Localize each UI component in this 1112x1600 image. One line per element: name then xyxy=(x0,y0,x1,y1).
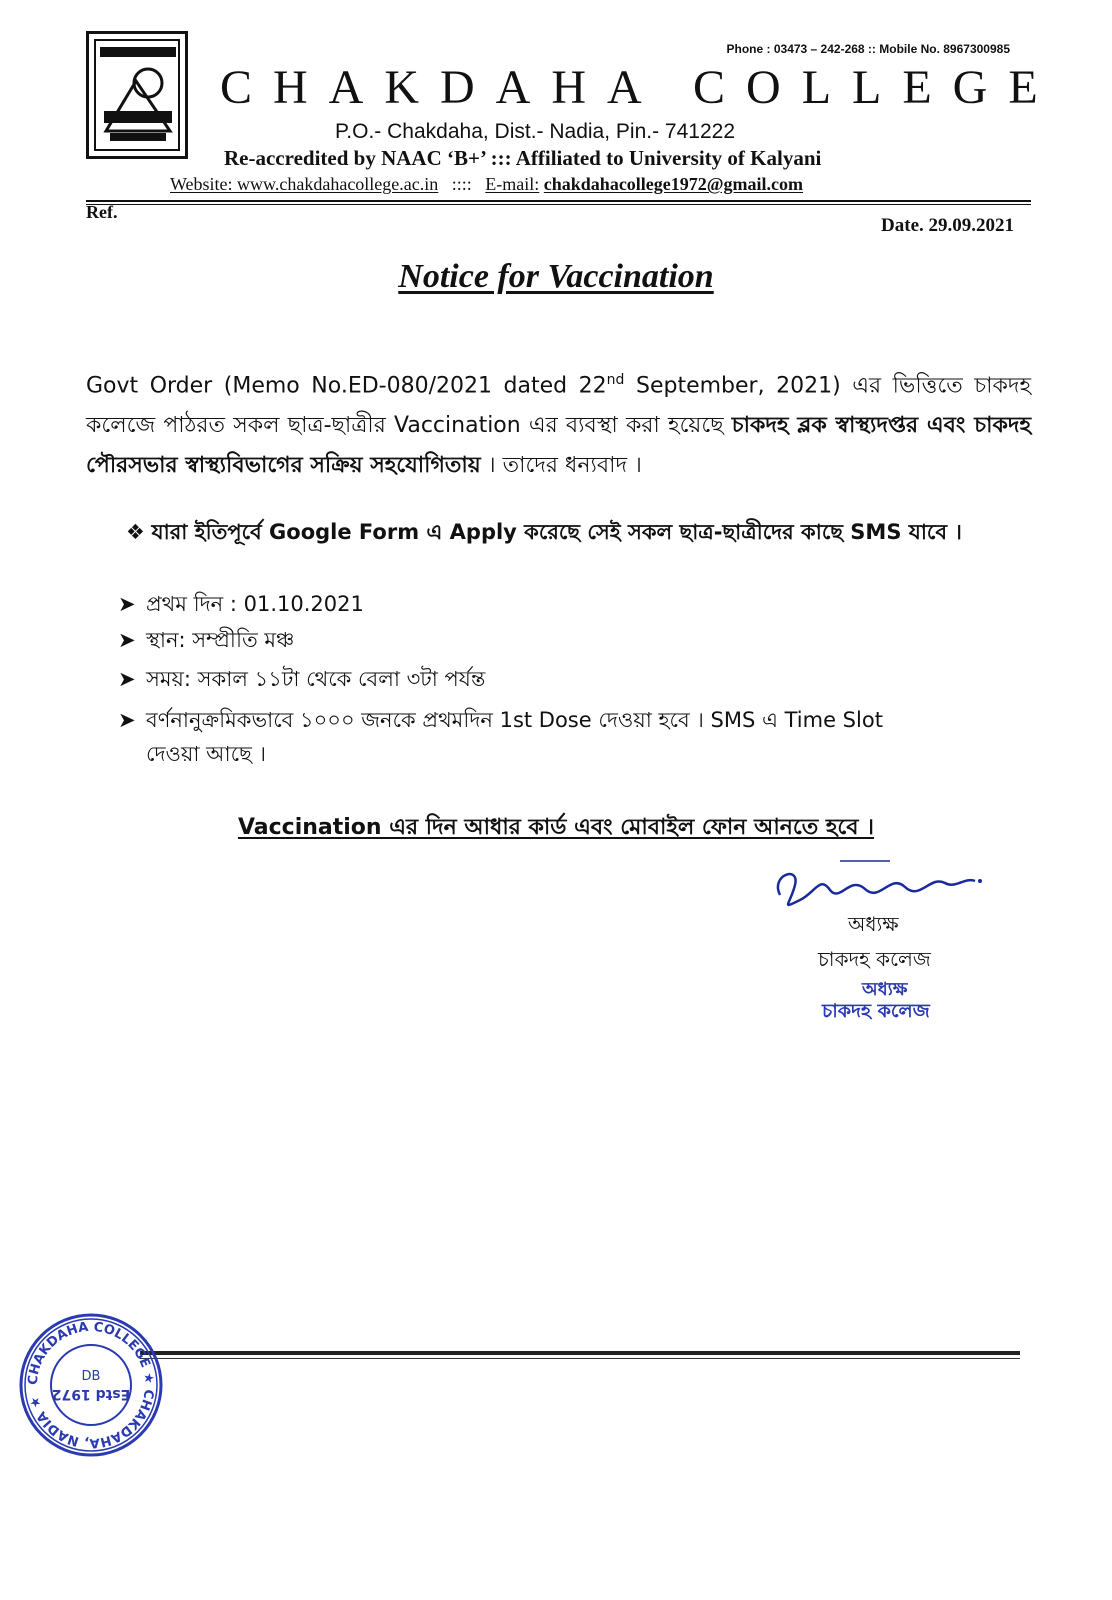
list-item xyxy=(118,624,294,659)
website-link[interactable]: Website: www.chakdahacollege.ac.in xyxy=(170,174,439,194)
arrow-icon: ➤ xyxy=(118,628,136,652)
handwritten-signature-icon xyxy=(770,855,990,915)
contact-line: Phone : 03473 – 242-268 :: Mobile No. 8967300985 xyxy=(726,42,1010,56)
logo-emblem xyxy=(94,39,180,151)
star-item-text: যারা ইতিপূর্বে Google Form এ Apply করেছে সেই সকল ছাত্র-ছাত্রীদের কাছে SMS যাবে । xyxy=(151,520,962,544)
arrow-icon: ➤ xyxy=(118,708,136,732)
notice-title: Notice for Vaccination xyxy=(398,258,714,295)
address: P.O.- Chakdaha, Dist.- Nadia, Pin.- 741222 xyxy=(335,120,735,143)
accreditation: Re-accredited by NAAC ‘B+’ ::: Affiliated to University of Kalyani xyxy=(224,146,822,170)
college-seal xyxy=(16,1310,166,1465)
svg-text:CHAKDAHA COLLEGE ★ CHAKDAHA, N xyxy=(26,1320,156,1450)
ref-label: Ref. xyxy=(86,202,118,222)
stamp-role: অধ্যক্ষ xyxy=(862,979,908,1000)
list-item xyxy=(118,663,485,698)
email-label: E-mail: xyxy=(485,174,540,194)
logo-emblem-icon xyxy=(96,41,180,147)
diamond-star-icon: ❖ xyxy=(126,520,145,544)
email-link[interactable]: chakdahacollege1972@gmail.com xyxy=(543,174,804,194)
signatory-role: অধ্যক্ষ xyxy=(848,912,899,936)
para-superscript: nd xyxy=(606,372,625,388)
college-logo xyxy=(86,31,188,159)
list-item xyxy=(118,588,364,623)
signatory-college: চাকদহ কলেজ xyxy=(818,947,931,971)
notice-date: Date. 29.09.2021 xyxy=(881,215,1014,236)
web-email-line xyxy=(170,174,803,195)
para-bold: চাকদহ ব্লক স্বাস্থ্যদপ্তর এবং চাকদহ পৌরসভার স্বাস্থ্যবিভাগের সক্রিয় সহযোগিতায় xyxy=(86,413,1031,479)
round-seal-icon xyxy=(16,1310,166,1460)
seal-initials: DB xyxy=(81,1369,101,1384)
bullet-text: স্থান: সম্প্রীতি মঞ্চ xyxy=(146,628,295,652)
seal-ring-text: CHAKDAHA COLLEGE ★ CHAKDAHA, NADIA ★ xyxy=(25,1319,157,1451)
para-part2: September, 2021) এর ভিত্তিতে চাকদহ কলেজে পাঠরত সকল ছাত্র-ছাত্রীর Vaccination এর ব্যবস্থা করা হয়েছে xyxy=(86,373,1032,439)
header-rule xyxy=(86,200,1031,202)
bullet-continuation: দেওয়া আছে । xyxy=(146,742,266,766)
separator: :::: xyxy=(451,174,472,194)
para-part1: Govt Order (Memo No.ED-080/2021 dated 22 xyxy=(86,373,607,399)
arrow-icon: ➤ xyxy=(118,667,136,691)
stamp-college: চাকদহ কলেজ xyxy=(822,1000,930,1022)
footer-rule-thin xyxy=(140,1358,1020,1359)
college-name: CHAKDAHA COLLEGE xyxy=(220,61,1059,114)
para-end: । তাদের ধন্যবাদ । xyxy=(480,453,642,479)
bullet-text: সময়: সকাল ১১টা থেকে বেলা ৩টা পর্যন্ত xyxy=(146,667,486,691)
header-rule-thin xyxy=(86,204,1031,205)
footer-rule xyxy=(140,1351,1020,1355)
closing-instruction: Vaccination এর দিন আধার কার্ড এবং মোবাইল ফোন আনতে হবে । xyxy=(237,815,875,840)
arrow-icon: ➤ xyxy=(118,592,136,616)
list-item xyxy=(118,704,883,739)
notice-paragraph xyxy=(86,360,1031,486)
bullet-text: প্রথম দিন : 01.10.2021 xyxy=(146,592,364,616)
bullet-text: বর্ণনানুক্রমিকভাবে ১০০০ জনকে প্রথমদিন 1st Dose দেওয়া হবে । SMS এ Time Slot xyxy=(146,708,883,732)
seal-center-text: Estd 1972 xyxy=(51,1386,131,1402)
star-item xyxy=(126,516,962,551)
